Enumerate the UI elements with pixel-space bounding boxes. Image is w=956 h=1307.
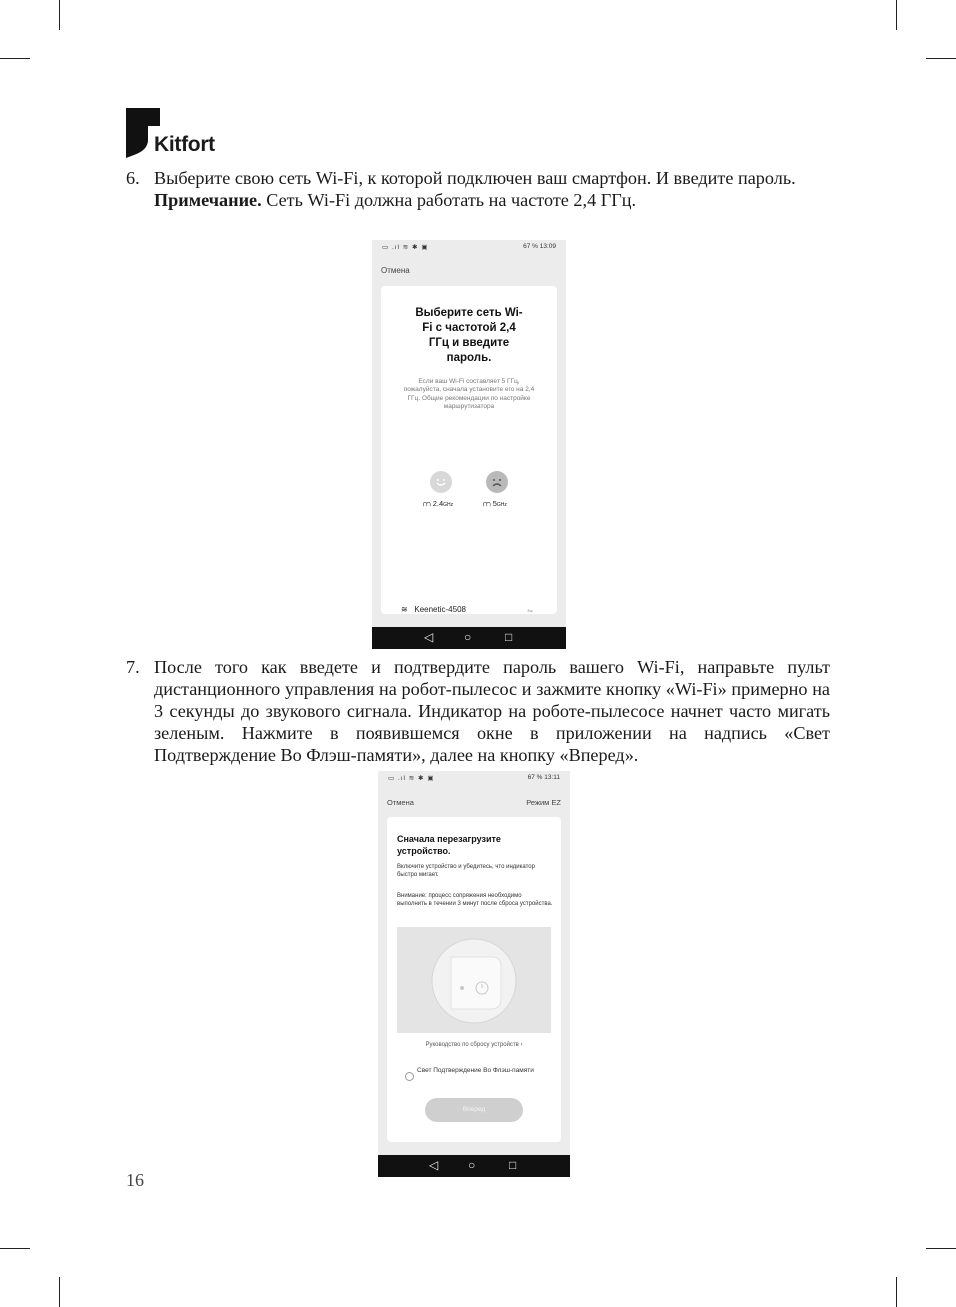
wifi-icon: ≋ xyxy=(401,605,408,614)
status-icons: ▭ .ıl ≋ ✱ ▣ xyxy=(382,244,429,251)
guide-text: Руководство по сбросу устройств xyxy=(425,1042,519,1048)
router-icon: ⩋ xyxy=(483,499,491,508)
switch-network-icon[interactable]: ⇋ xyxy=(527,608,533,615)
band-unit: GHz xyxy=(496,502,507,508)
android-nav-bar xyxy=(378,1155,570,1177)
crop-mark xyxy=(0,1248,30,1249)
note-text: Сеть Wi-Fi должна работать на частоте 2,4 ГГц. xyxy=(261,190,637,210)
reset-text-2: Внимание: процесс сопряжения необходимо выполнить в течении 3 минут после сброса устройства. xyxy=(397,893,553,907)
phone-screenshot-wifi xyxy=(372,240,566,649)
crop-mark xyxy=(59,1277,60,1307)
wifi-hint: Если ваш Wi-Fi составляет 5 ГГц, пожалуйста, сначала установите его на 2,4 ГГц. Общие рекомендации по настройке маршрутизатора xyxy=(403,378,535,410)
ez-mode-link[interactable]: Режим EZ xyxy=(526,798,561,807)
step-7 xyxy=(126,656,830,766)
wifi-network-name: Keenetic-4508 xyxy=(414,605,466,614)
band-2-4ghz[interactable] xyxy=(423,499,453,509)
device-illustration xyxy=(397,927,551,1033)
crop-mark xyxy=(926,1248,956,1249)
brand-name: Kitfort xyxy=(154,133,215,156)
note-label: Примечание. xyxy=(154,190,262,210)
home-icon[interactable]: ○ xyxy=(464,630,472,644)
confirm-radio[interactable] xyxy=(405,1072,414,1081)
page-number: 16 xyxy=(126,1170,144,1190)
crop-mark xyxy=(0,58,30,59)
band-unit: GHz xyxy=(443,502,454,508)
recents-icon[interactable]: □ xyxy=(505,630,513,644)
band-value: 2.4 xyxy=(432,499,444,508)
back-icon[interactable]: ◁ xyxy=(424,630,434,644)
wifi-card xyxy=(381,286,557,614)
step-6 xyxy=(126,167,830,211)
cancel-link[interactable]: Отмена xyxy=(381,266,410,275)
happy-face-icon xyxy=(430,471,452,493)
android-nav-bar xyxy=(372,627,566,649)
wifi-network-row[interactable] xyxy=(401,605,466,614)
wifi-title: Выберите сеть Wi-Fi с частотой 2,4 ГГц и введите пароль. xyxy=(415,307,523,364)
step-number: 7. xyxy=(126,657,140,677)
note xyxy=(154,189,830,211)
band-5ghz[interactable] xyxy=(483,499,507,509)
reset-card xyxy=(387,817,561,1142)
step-text: Выберите свою сеть Wi-Fi, к которой подключен ваш смартфон. И введите пароль. xyxy=(154,168,796,188)
sad-face-icon xyxy=(486,471,508,493)
home-icon[interactable]: ○ xyxy=(468,1158,476,1172)
status-battery-time: 67 % 13:11 xyxy=(527,774,560,781)
confirm-label[interactable]: Свет Подтверждение Во Флэш-памяти xyxy=(417,1067,534,1074)
status-battery-time: 67 % 13:09 xyxy=(523,243,556,250)
reset-text-1: Включите устройство и убедитесь, что индикатор быстро мигает. xyxy=(397,864,535,878)
band-value: 5 xyxy=(492,499,497,508)
next-button[interactable]: Вперед xyxy=(425,1098,523,1122)
crop-mark xyxy=(896,0,897,30)
status-bar xyxy=(378,771,570,785)
crop-mark xyxy=(896,1277,897,1307)
back-icon[interactable]: ◁ xyxy=(429,1158,439,1172)
reset-title: Сначала перезагрузите устройство. xyxy=(397,834,501,856)
step-number: 6. xyxy=(126,168,140,188)
chevron-right-icon: › xyxy=(520,1042,523,1048)
router-icon: ⩋ xyxy=(423,499,431,508)
status-bar xyxy=(372,240,566,254)
crop-mark xyxy=(926,58,956,59)
step-text: После того как введете и подтвердите пароль вашего Wi-Fi, направьте пульт дистанционного управления на робот-пылесос и зажмите кнопку «Wi-Fi» примерно на 3 секунды до звукового сигнала. Индикатор на роботе-пылесосе начнет часто мигать зеленым. Нажмите в появившемся окне в приложении на надпись «Свет Подтверждение Во Флэш-памяти», далее на кнопку «Вперед». xyxy=(154,657,830,765)
cancel-link[interactable]: Отмена xyxy=(387,798,414,807)
status-icons: ▭ .ıl ≋ ✱ ▣ xyxy=(388,775,435,782)
crop-mark xyxy=(59,0,60,30)
recents-icon[interactable]: □ xyxy=(509,1158,517,1172)
reset-guide-link[interactable] xyxy=(387,1042,561,1048)
phone-screenshot-reset xyxy=(378,771,570,1177)
